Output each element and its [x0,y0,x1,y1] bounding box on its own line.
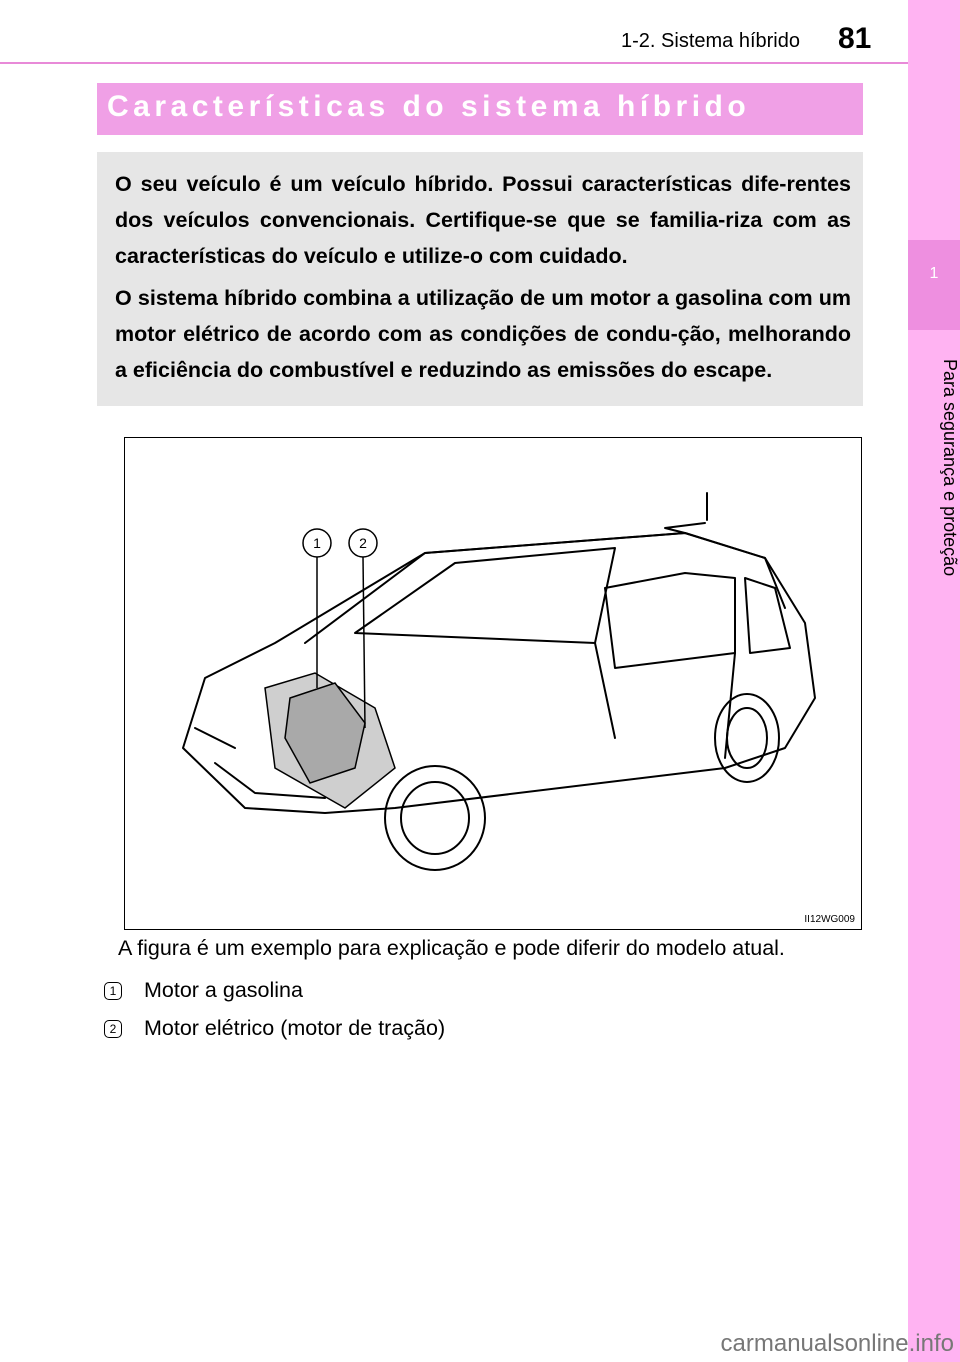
chapter-side-tab[interactable] [908,0,960,1362]
legend-item [104,978,303,1003]
legend-text: Motor elétrico (motor de tração) [144,1016,446,1040]
header-section-title: 1-2. Sistema híbrido [621,30,800,52]
legend-text: Motor a gasolina [144,978,303,1002]
chapter-number-box [908,240,960,330]
legend-item [104,1016,445,1041]
page-number: 81 [838,22,872,55]
figure-code: II12WG009 [804,914,855,925]
intro-paragraph: O seu veículo é um veículo híbrido. Possui características dife-rentes dos veículos convencionais. Certifique-se que se familia-riza com as características do veículo e utilize-o com cuidado. [115,172,851,268]
legend-number-badge: 2 [104,1020,122,1038]
callout-1: 1 [313,535,321,551]
figure-caption: A figura é um exemplo para explicação e pode diferir do modelo atual. [118,936,785,960]
section-title: Características do sistema híbrido [97,83,863,135]
intro-box [97,152,863,406]
chapter-title: Para segurança e proteção [940,359,960,577]
chapter-number: 1 [929,265,939,282]
header-divider [0,62,910,64]
callout-2: 2 [359,535,367,551]
watermark[interactable]: carmanualsonline.info [720,1330,954,1357]
intro-paragraph: O sistema híbrido combina a utilização de um motor a gasolina com um motor elétrico de acordo com as condições de condu-ção, melhorando a eficiência do combustível e reduzindo as emissões do escape. [115,286,851,382]
legend-number-badge: 1 [104,982,122,1000]
hybrid-car-icon [125,438,861,929]
vehicle-illustration [124,437,862,930]
